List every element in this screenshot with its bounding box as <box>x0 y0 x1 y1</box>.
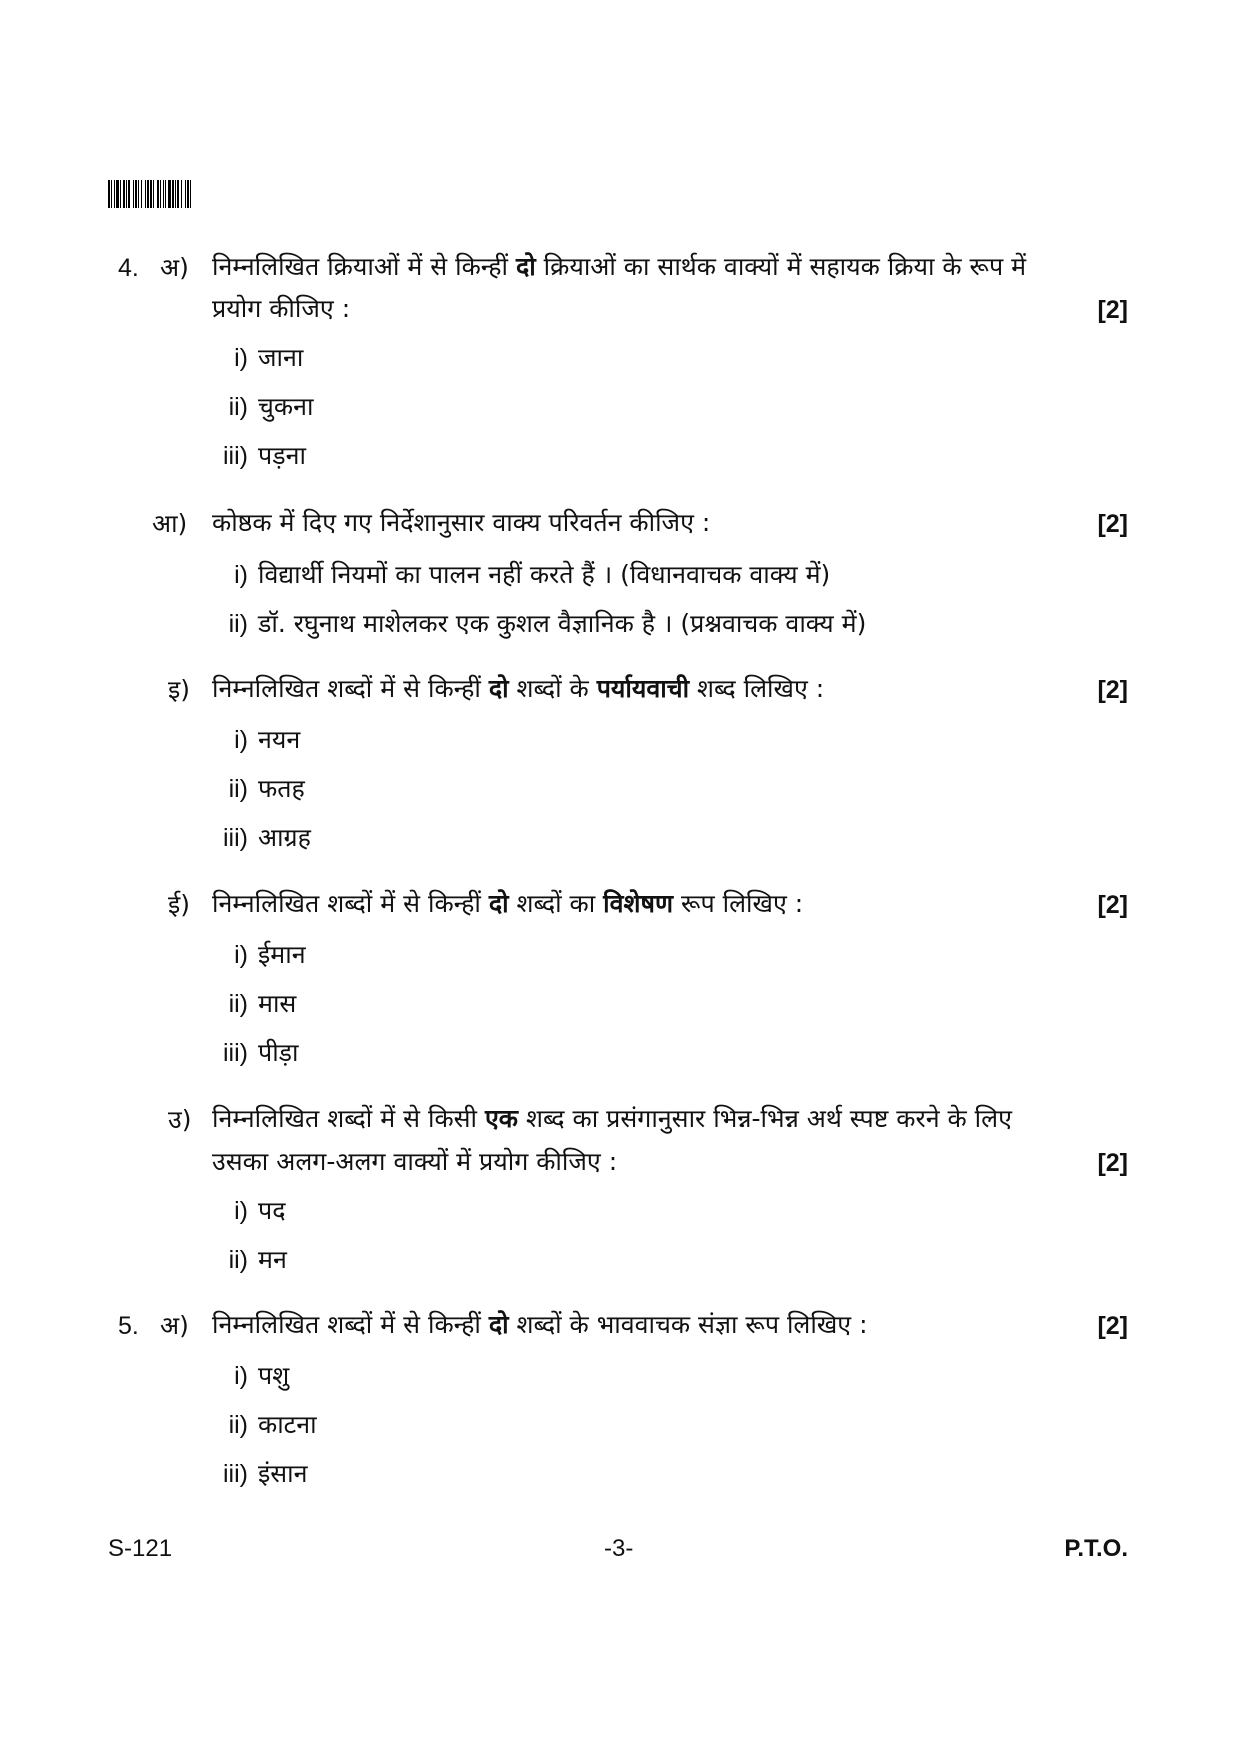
sub-question-label: उ) <box>168 1105 192 1134</box>
option-item: iii) इंसान <box>223 1459 308 1488</box>
question-text: निम्नलिखित क्रियाओं में से किन्हीं दो क्रियाओं का सार्थक वाक्यों में सहायक क्रिया के रूप में <box>212 252 1027 281</box>
sub-question-label: आ) <box>152 509 188 538</box>
question-text: कोष्ठक में दिए गए निर्देशानुसार वाक्य परिवर्तन कीजिए : <box>212 508 711 537</box>
question-number: 5. <box>118 1312 139 1340</box>
option-item: iii) पीड़ा <box>223 1038 299 1067</box>
question-number: 4. <box>118 254 139 282</box>
option-item: ii) मन <box>228 1245 287 1274</box>
paper-code: S-121 <box>108 1535 173 1562</box>
marks-label: [2] <box>1097 510 1128 538</box>
option-item: i) ईमान <box>234 940 306 969</box>
pto-label: P.T.O. <box>1064 1535 1128 1562</box>
marks-label: [2] <box>1097 676 1128 704</box>
question-text: प्रयोग कीजिए : <box>212 294 351 323</box>
barcode-image <box>108 180 250 208</box>
option-item: i) जाना <box>234 343 304 372</box>
option-item: i) नयन <box>234 725 301 754</box>
option-item: i) पशु <box>234 1361 290 1390</box>
option-item: ii) काटना <box>228 1410 317 1439</box>
option-item: i) विद्यार्थी नियमों का पालन नहीं करते हैं । (विधानवाचक वाक्य में) <box>234 560 831 589</box>
option-item: ii) चुकना <box>228 392 314 421</box>
option-item: ii) डॉ. रघुनाथ माशेलकर एक कुशल वैज्ञानिक है । (प्रश्नवाचक वाक्य में) <box>228 609 867 638</box>
marks-label: [2] <box>1097 296 1128 324</box>
marks-label: [2] <box>1097 891 1128 919</box>
option-item: iii) पड़ना <box>223 441 306 470</box>
page-number: -3- <box>604 1535 634 1562</box>
marks-label: [2] <box>1097 1312 1128 1340</box>
option-item: iii) आग्रह <box>223 823 311 852</box>
marks-label: [2] <box>1097 1149 1128 1177</box>
sub-question-label: अ) <box>160 1311 189 1340</box>
sub-question-label: ई) <box>168 890 191 919</box>
question-text: निम्नलिखित शब्दों में से किन्हीं दो शब्दों के भाववाचक संज्ञा रूप लिखिए : <box>212 1310 868 1339</box>
option-item: ii) मास <box>228 989 297 1018</box>
question-text: उसका अलग-अलग वाक्यों में प्रयोग कीजिए : <box>212 1147 618 1176</box>
option-item: i) पद <box>234 1196 286 1225</box>
question-text: निम्नलिखित शब्दों में से किन्हीं दो शब्दों के पर्यायवाची शब्द लिखिए : <box>212 674 825 703</box>
question-text: निम्नलिखित शब्दों में से किन्हीं दो शब्दों का विशेषण रूप लिखिए : <box>212 889 804 918</box>
sub-question-label: अ) <box>160 253 189 282</box>
sub-question-label: इ) <box>168 675 191 704</box>
option-item: ii) फतह <box>228 774 305 803</box>
question-text: निम्नलिखित शब्दों में से किसी एक शब्द का प्रसंगानुसार भिन्न-भिन्न अर्थ स्पष्ट करने के लिए <box>212 1104 1012 1133</box>
